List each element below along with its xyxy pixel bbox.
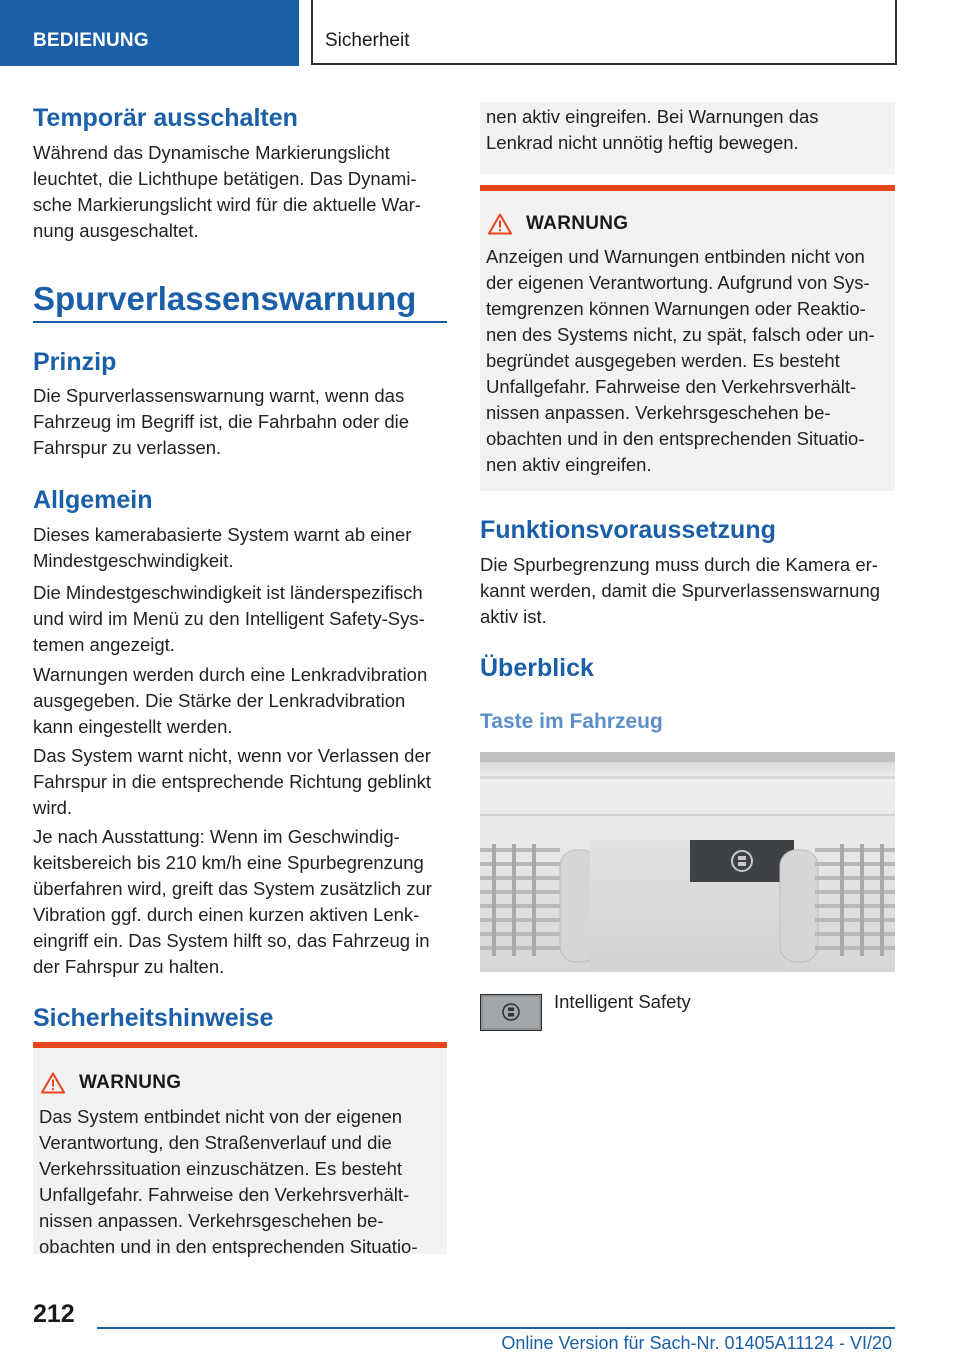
warning-text-1-cont	[486, 104, 819, 156]
text-line: nissen anpassen. Verkehrsgeschehen be-	[486, 402, 831, 423]
warning-bar	[33, 1042, 447, 1048]
text-line: Das System entbindet nicht von der eigenen	[39, 1106, 403, 1127]
intelligent-safety-button-icon	[480, 994, 542, 1031]
text-line: nen aktiv eingreifen. Bei Warnungen das	[486, 106, 819, 127]
text-line: begründet ausgegeben werden. Es besteht	[486, 350, 840, 371]
paragraph-allgemein-3	[33, 662, 427, 740]
text-line: obachten und in den entsprechenden Situatio-	[486, 428, 865, 449]
text-line: der Fahrspur zu halten.	[33, 956, 225, 977]
paragraph-allgemein-5	[33, 824, 432, 980]
text-line: Unfallgefahr. Fahrweise den Verkehrsverhält-	[486, 376, 857, 397]
text-line: und wird im Menü zu den Intelligent Safety-Sys-	[33, 608, 425, 629]
text-line: leuchtet, die Lichthupe betätigen. Das Dynami-	[33, 168, 417, 189]
warning-label: WARNUNG	[526, 213, 629, 234]
text-line: Je nach Ausstattung: Wenn im Geschwindig-	[33, 826, 400, 847]
online-version-text: Online Version für Sach-Nr. 01405A11124 - VI/20	[501, 1333, 892, 1353]
text-line: Verkehrssituation einzuschätzen. Es besteht	[39, 1158, 403, 1179]
text-line: nissen anpassen. Verkehrsgeschehen be-	[39, 1210, 384, 1231]
text-line: Fahrspur in die entsprechende Richtung geblinkt	[33, 771, 431, 792]
text-line: Warnungen werden durch eine Lenkradvibration	[33, 664, 428, 685]
warning-bar	[480, 185, 895, 191]
text-line: sche Markierungslicht wird für die aktuelle War-	[33, 194, 421, 215]
text-line: ausgegeben. Die Stärke der Lenkradvibration	[33, 690, 406, 711]
text-line: nen des Systems nicht, zu spät, falsch oder un-	[486, 324, 875, 345]
dashboard-illustration	[480, 752, 895, 972]
chapter-title: Spurverlassenswarnung	[33, 280, 417, 317]
dashboard-photo	[480, 752, 895, 972]
warning-triangle-icon	[488, 213, 512, 235]
text-line: Mindestgeschwindigkeit.	[33, 550, 234, 571]
chapter-title-rule	[33, 321, 447, 323]
chapter-tab	[311, 0, 897, 65]
warning-header	[488, 213, 628, 235]
paragraph-temporaer	[33, 140, 421, 244]
text-line: wird.	[33, 797, 73, 818]
text-line: Während das Dynamische Markierungslicht	[33, 142, 390, 163]
section-label: BEDIENUNG	[33, 30, 149, 51]
heading-sicherheitshinweise: Sicherheitshinweise	[33, 1004, 274, 1032]
text-line: eingriff ein. Das System hilft so, das Fahrzeug in	[33, 930, 430, 951]
text-line: temen angezeigt.	[33, 634, 175, 655]
key-caption: Intelligent Safety	[554, 991, 691, 1012]
text-line: Die Mindestgeschwindigkeit ist länderspezifisch	[33, 582, 423, 603]
text-line: Dieses kamerabasierte System warnt ab einer	[33, 524, 412, 545]
text-line: obachten und in den entsprechenden Situatio-	[39, 1236, 418, 1257]
heading-prinzip: Prinzip	[33, 348, 117, 376]
heading-funktionsvoraussetzung: Funktionsvoraussetzung	[480, 516, 776, 544]
text-line: nen aktiv eingreifen.	[486, 454, 652, 475]
footer-rule	[97, 1327, 895, 1329]
paragraph-prinzip	[33, 383, 409, 461]
paragraph-allgemein-4	[33, 743, 431, 821]
text-line: Die Spurverlassenswarnung warnt, wenn das	[33, 385, 405, 406]
text-line: Das System warnt nicht, wenn vor Verlassen der	[33, 745, 431, 766]
heading-temporaer: Temporär ausschalten	[33, 104, 298, 132]
text-line: Anzeigen und Warnungen entbinden nicht von	[486, 246, 865, 267]
chapter-label: Sicherheit	[325, 30, 410, 51]
heading-allgemein: Allgemein	[33, 486, 153, 514]
text-line: Verantwortung, den Straßenverlauf und die	[39, 1132, 392, 1153]
page-number: 212	[33, 1300, 75, 1328]
text-line: Vibration ggf. durch einen kurzen aktiven Lenk-	[33, 904, 420, 925]
text-line: Unfallgefahr. Fahrweise den Verkehrsverhält-	[39, 1184, 410, 1205]
text-line: Fahrspur zu verlassen.	[33, 437, 222, 458]
paragraph-funktionsvoraussetzung	[480, 552, 880, 630]
warning-triangle-icon	[41, 1072, 65, 1094]
paragraph-allgemein-1	[33, 522, 411, 574]
warning-header	[41, 1072, 181, 1094]
text-line: nung ausgeschaltet.	[33, 220, 199, 241]
text-line: temgrenzen können Warnungen oder Reaktio-	[486, 298, 866, 319]
text-line: Die Spurbegrenzung muss durch die Kamera er-	[480, 554, 878, 575]
section-tab	[0, 0, 299, 66]
warning-text-1	[39, 1104, 418, 1260]
text-line: Fahrzeug im Begriff ist, die Fahrbahn oder die	[33, 411, 410, 432]
warning-box-1-continued	[480, 102, 895, 174]
text-line: keitsbereich bis 210 km/h eine Spurbegrenzung	[33, 852, 424, 873]
warning-box-2	[480, 185, 895, 491]
paragraph-allgemein-2	[33, 580, 425, 658]
text-line: überfahren wird, greift das System zusätzlich zur	[33, 878, 432, 899]
heading-taste-im-fahrzeug: Taste im Fahrzeug	[480, 710, 663, 733]
text-line: aktiv ist.	[480, 606, 547, 627]
text-line: Lenkrad nicht unnötig heftig bewegen.	[486, 132, 799, 153]
text-line: kann eingestellt werden.	[33, 716, 233, 737]
text-line: der eigenen Verantwortung. Aufgrund von Sys-	[486, 272, 870, 293]
warning-text-2	[486, 244, 875, 478]
text-line: kannt werden, damit die Spurverlassenswarnung	[480, 580, 881, 601]
warning-label: WARNUNG	[79, 1072, 182, 1093]
heading-ueberblick: Überblick	[480, 654, 594, 682]
warning-box-1	[33, 1042, 447, 1257]
